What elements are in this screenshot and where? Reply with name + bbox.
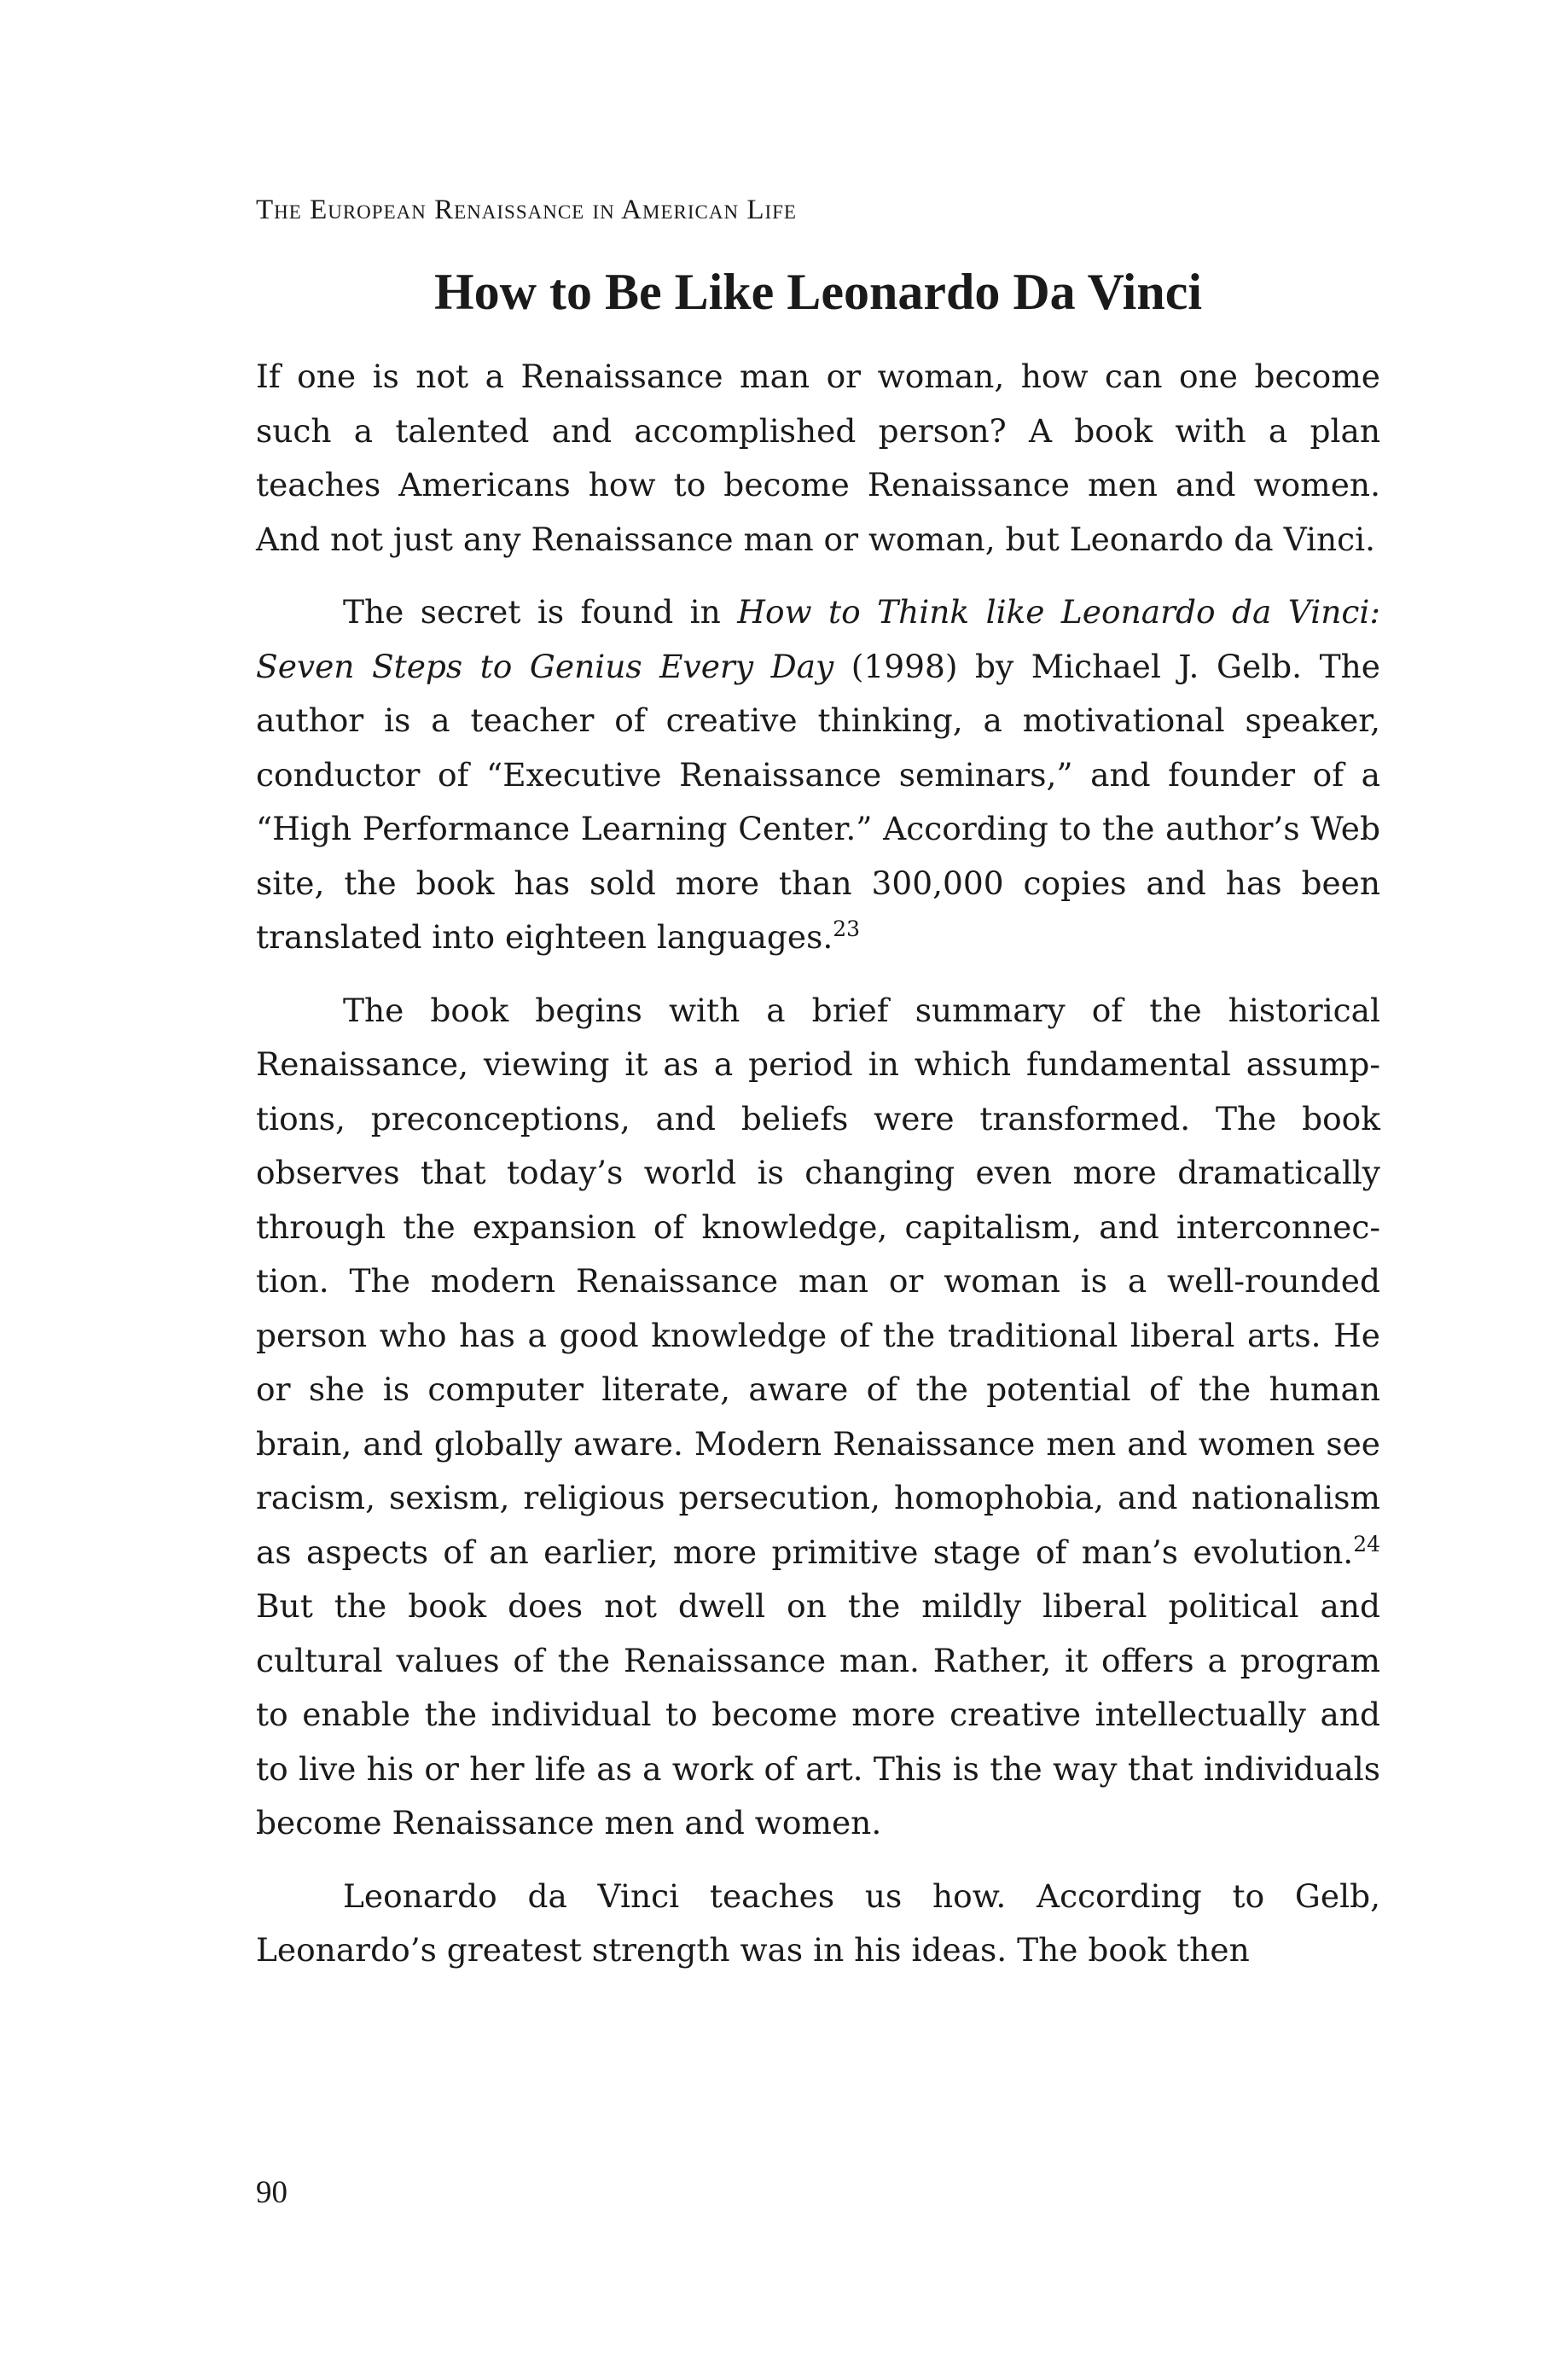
footnote-ref-24: 24 [1353,1531,1380,1556]
section-title: How to Be Like Leonardo Da Vinci [433,264,1203,320]
book-title: How to Think like Leonardo da Vinci: Seven Steps to Genius Every Day [256,593,1380,685]
paragraph-2-rest: (1998) by Michael J. Gelb. The author is a teacher of creative thinking, a motivational speaker, conductor of “Executive Renaissance seminars,” and founder of a “High Performance Learning Center.” According to the author’s Web site, the book has sold more than 300,000 copies and has been translated into eighteen languages. [256,647,1380,956]
paragraph-3 [256,984,1380,1851]
paragraph-2-lead: The secret is found in [343,593,738,631]
paragraph-1: If one is not a Renaissance man or woman, how can one become such a talented and accomplished person? A book with a plan teaches Americans how to become Renaissance men and women. And not just any Renaissance man or woman, but Leonardo da Vinci. [256,358,1380,558]
paragraph-4: Leonardo da Vinci teaches us how. According to Gelb, Leonardo’s greatest strength was in his ideas. The book then [256,1876,1380,1969]
running-head: The European Renaissance in American Life [256,195,797,225]
body-text [256,350,1380,1997]
paragraph-2 [256,585,1380,965]
paragraph-3-part2: But the book does not dwell on the mildly liberal political and cultural values of the Renaissance man. Rather, it offers a program to enable the individual to become more creative intellectually and to live his or her life as a work of art. This is the way that individuals become Renaissance men and women. [256,1587,1380,1841]
footnote-ref-23: 23 [833,916,861,941]
book-page [256,0,1380,2368]
paragraph-3-part1: The book begins with a brief summary of the historical Renaissance, viewing it as a period in which fundamental assumptions, preconceptions, and beliefs were transformed. The book observes that today’s world is changing even more dramatically through the expansion of knowledge, capitalism, and interconnection. The modern Renaissance man or woman is a well-rounded person who has a good knowledge of the traditional liberal arts. He or she is computer literate, aware of the potential of the human brain, and globally aware. Modern Renaissance men and women see racism, sexism, religious persecution, homophobia, and nationalism as aspects of an earlier, more primitive stage of man’s evolution. [256,991,1380,1571]
page-number: 90 [256,2175,287,2210]
